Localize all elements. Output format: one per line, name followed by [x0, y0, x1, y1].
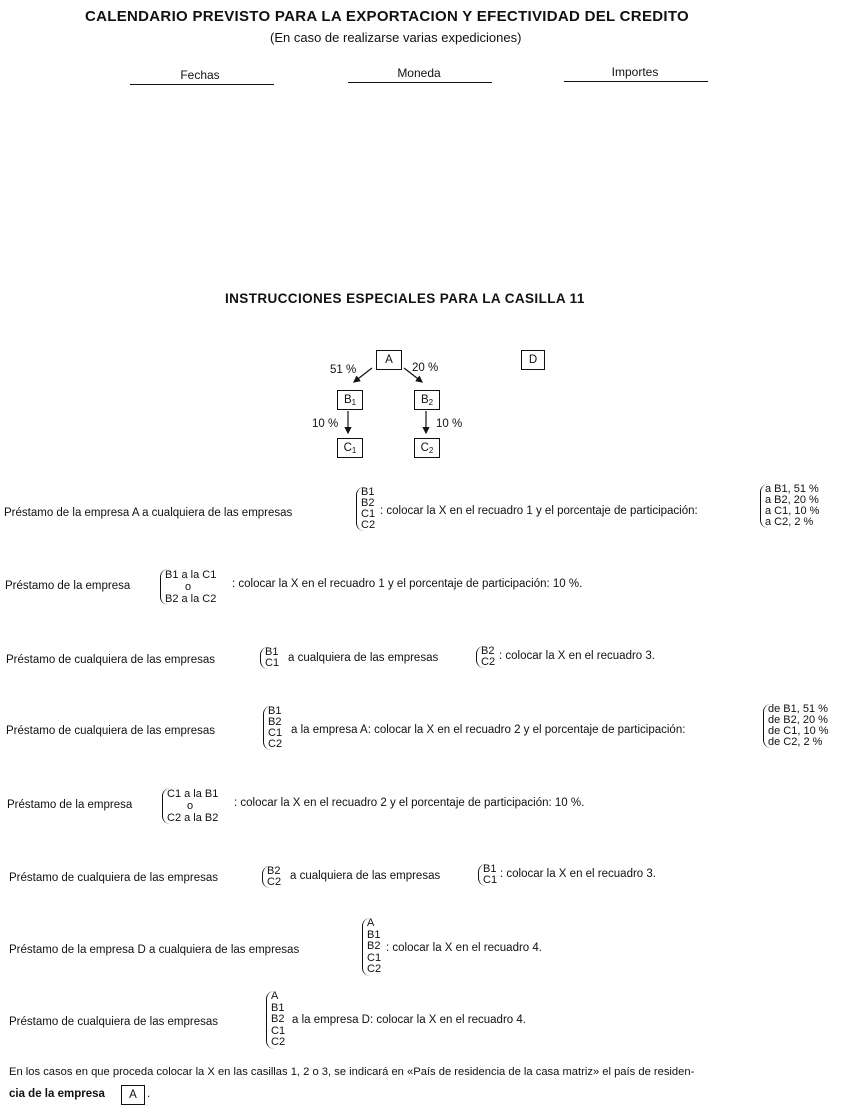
rule8-instruction: a la empresa D: colocar la X en el recuadro 4.: [292, 1014, 526, 1026]
page-subtitle: (En caso de realizarse varias expediciones): [270, 30, 522, 45]
rule7-text: Préstamo de la empresa D a cualquiera de las empresas: [9, 944, 300, 956]
rule4-text: Préstamo de cualquiera de las empresas: [6, 725, 216, 737]
box-b1: $B_1$: [337, 390, 363, 410]
rule7-company-list: A B1 B2 C1 C2: [362, 918, 381, 976]
rule6-text: Préstamo de cualquiera de las empresas: [9, 872, 219, 884]
column-moneda: Moneda: [397, 66, 441, 80]
rule3-list-to: B2 C2: [476, 646, 495, 668]
rule3-instruction: : colocar la X en el recuadro 3.: [499, 650, 655, 662]
rule6-middle: a cualquiera de las empresas: [290, 870, 441, 882]
box-d: D: [521, 350, 545, 370]
footer-period: .: [147, 1088, 151, 1100]
page-title: CALENDARIO PREVISTO PARA LA EXPORTACION Y EFECTIVIDAD DEL CREDITO: [85, 8, 690, 25]
box-b2: $B_2$: [414, 390, 440, 410]
footer-box-a: A: [121, 1085, 145, 1105]
rule3-middle: a cualquiera de las empresas: [288, 652, 439, 664]
rule2-instruction: : colocar la X en el recuadro 1 y el porcentaje de participación: 10 %.: [232, 578, 583, 590]
box-a: A: [376, 350, 402, 370]
rule6-list-to: B1 C1: [478, 864, 497, 886]
rule6-list-from: B2 C2: [262, 866, 281, 888]
rule4-instruction: a la empresa A: colocar la X en el recuadro 2 y el porcentaje de participación:: [291, 724, 686, 736]
rule2-options: B1 a la C1 o B2 a la C2: [160, 569, 216, 605]
pct-b2-c2: 10 %: [436, 418, 463, 430]
rule4-company-list: B1 B2 C1 C2: [263, 706, 282, 750]
rule1-text: Préstamo de la empresa A a cualquiera de las empresas: [4, 507, 293, 519]
rule5-options: C1 a la B1 o C2 a la B2: [162, 788, 218, 824]
rule7-instruction: : colocar la X en el recuadro 4.: [386, 942, 542, 954]
section-title: INSTRUCCIONES ESPECIALES PARA LA CASILLA 11: [225, 291, 585, 306]
rule1-percentages: a B1, 51 % a B2, 20 % a C1, 10 % a C2, 2 %: [760, 484, 819, 528]
rule3-list-from: B1 C1: [260, 647, 279, 669]
rule6-instruction: : colocar la X en el recuadro 3.: [500, 868, 656, 880]
rule4-percentages: de B1, 51 % de B2, 20 % de C1, 10 % de C2, 2 %: [763, 704, 829, 748]
column-fechas: Fechas: [180, 68, 220, 82]
rule5-text: Préstamo de la empresa: [7, 799, 133, 811]
footer-line1: En los casos en que proceda colocar la X en las casillas 1, 2 o 3, se indicará en «País de residencia de la casa matriz» el país de residen-: [9, 1066, 695, 1078]
pct-b1-c1: 10 %: [312, 418, 339, 430]
rule1-instruction: : colocar la X en el recuadro 1 y el porcentaje de participación:: [380, 505, 698, 517]
rule2-text: Préstamo de la empresa: [5, 580, 131, 592]
column-importes: Importes: [611, 65, 659, 79]
rule5-instruction: : colocar la X en el recuadro 2 y el porcentaje de participación: 10 %.: [234, 797, 585, 809]
pct-a-b1: 51 %: [330, 364, 357, 376]
rule8-text: Préstamo de cualquiera de las empresas: [9, 1016, 219, 1028]
rule1-company-list: B1 B2 C1 C2: [356, 487, 375, 531]
box-c1: $C_1$: [337, 438, 363, 458]
rule3-text: Préstamo de cualquiera de las empresas: [6, 654, 216, 666]
rule8-company-list: A B1 B2 C1 C2: [266, 991, 285, 1049]
footer-line2: cia de la empresa: [9, 1088, 105, 1100]
pct-a-b2: 20 %: [412, 362, 439, 374]
box-c2: $C_2$: [414, 438, 440, 458]
